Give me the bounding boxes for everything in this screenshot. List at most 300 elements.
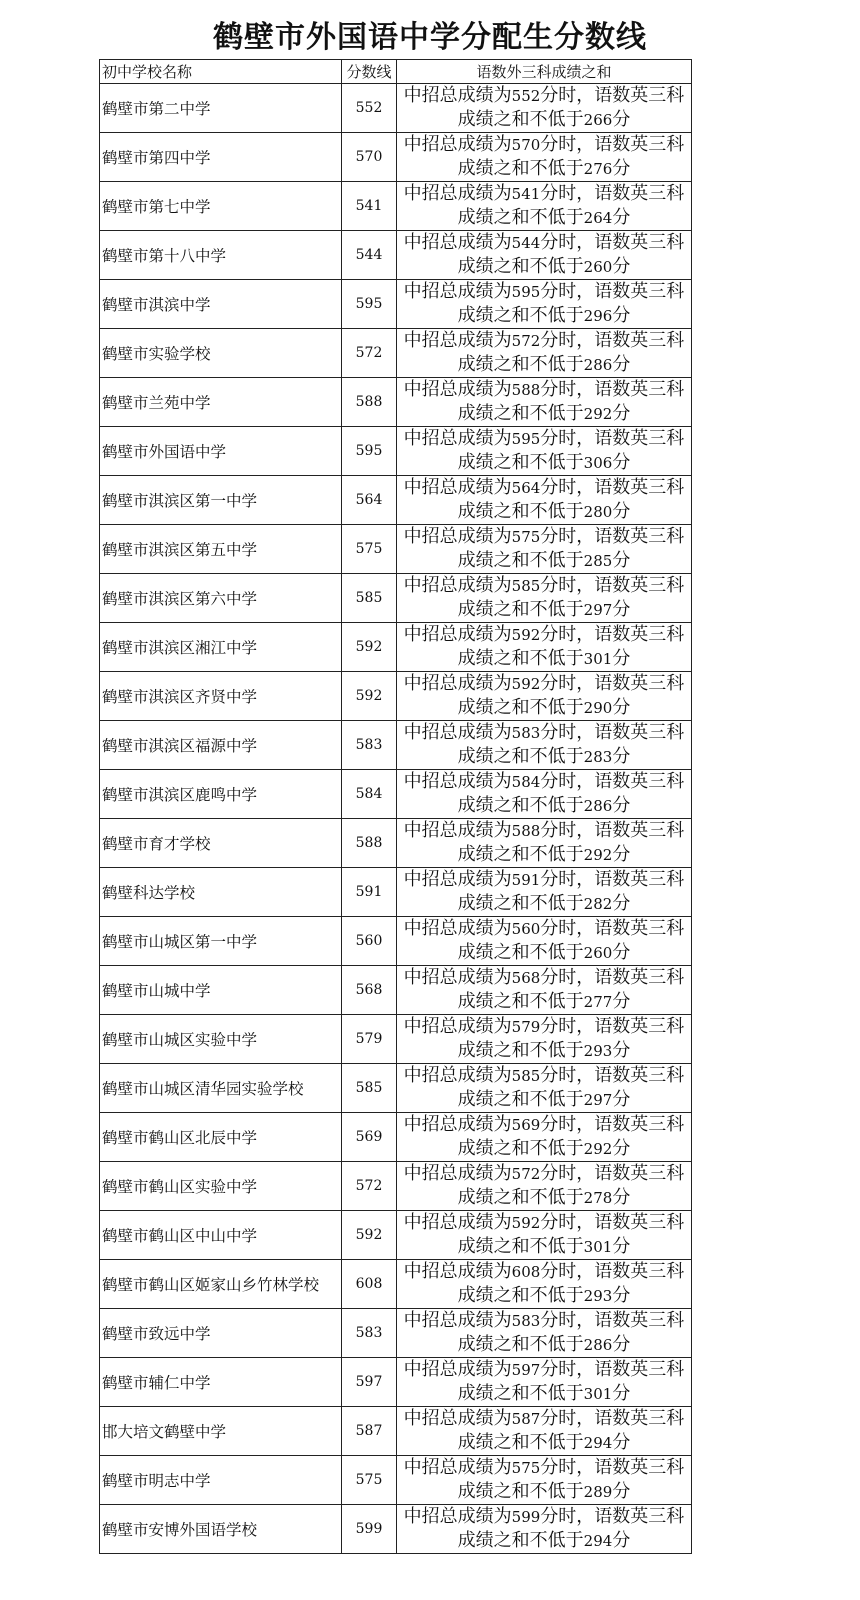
table-row xyxy=(100,1260,692,1309)
requirement-min-sum: 277 xyxy=(583,993,613,1011)
requirement-cell xyxy=(397,231,692,280)
requirement-middle: 分时，语数英三科成绩之和不低于 xyxy=(457,428,685,473)
requirement-prefix: 中招总成绩为 xyxy=(403,1457,512,1478)
requirement-middle: 分时，语数英三科成绩之和不低于 xyxy=(457,967,685,1012)
requirement-cell xyxy=(397,770,692,819)
table-row xyxy=(100,1162,692,1211)
requirement-middle: 分时，语数英三科成绩之和不低于 xyxy=(457,624,685,669)
requirement-suffix: 分 xyxy=(612,599,631,620)
requirement-prefix: 中招总成绩为 xyxy=(403,1359,512,1380)
score-cell: 560 xyxy=(342,917,397,966)
requirement-total-score: 591 xyxy=(511,871,541,889)
requirement-cell xyxy=(397,574,692,623)
requirement-cell xyxy=(397,427,692,476)
school-name-cell: 鹤壁市安博外国语学校 xyxy=(100,1505,342,1554)
requirement-suffix: 分 xyxy=(612,354,631,375)
table-row xyxy=(100,819,692,868)
requirement-prefix: 中招总成绩为 xyxy=(403,575,512,596)
requirement-min-sum: 292 xyxy=(583,1140,613,1158)
requirement-text xyxy=(400,1162,688,1210)
page-title: 鹤壁市外国语中学分配生分数线 xyxy=(213,20,647,55)
score-cell: 541 xyxy=(342,182,397,231)
requirement-cell xyxy=(397,1064,692,1113)
requirement-suffix: 分 xyxy=(612,305,631,326)
requirement-min-sum: 289 xyxy=(583,1483,613,1501)
requirement-total-score: 583 xyxy=(511,1312,541,1330)
header-row xyxy=(100,60,692,84)
requirement-prefix: 中招总成绩为 xyxy=(403,1212,512,1233)
requirement-total-score: 585 xyxy=(511,577,541,595)
requirement-suffix: 分 xyxy=(612,550,631,571)
requirement-prefix: 中招总成绩为 xyxy=(403,428,512,449)
requirement-middle: 分时，语数英三科成绩之和不低于 xyxy=(457,232,685,277)
requirement-cell xyxy=(397,1309,692,1358)
requirement-suffix: 分 xyxy=(612,942,631,963)
requirement-text xyxy=(400,917,688,965)
requirement-middle: 分时，语数英三科成绩之和不低于 xyxy=(457,722,685,767)
school-name-cell: 鹤壁市淇滨区福源中学 xyxy=(100,721,342,770)
requirement-min-sum: 290 xyxy=(583,699,613,717)
school-name-cell: 鹤壁市淇滨区第五中学 xyxy=(100,525,342,574)
requirement-text xyxy=(400,966,688,1014)
score-cell: 575 xyxy=(342,525,397,574)
requirement-min-sum: 294 xyxy=(583,1434,613,1452)
requirement-min-sum: 293 xyxy=(583,1287,613,1305)
requirement-middle: 分时，语数英三科成绩之和不低于 xyxy=(457,918,685,963)
requirement-text xyxy=(400,672,688,720)
requirement-prefix: 中招总成绩为 xyxy=(403,526,512,547)
school-name-cell: 鹤壁市鹤山区北辰中学 xyxy=(100,1113,342,1162)
school-name-cell: 鹤壁市山城区第一中学 xyxy=(100,917,342,966)
requirement-prefix: 中招总成绩为 xyxy=(403,624,512,645)
school-name-cell: 鹤壁市第二中学 xyxy=(100,84,342,133)
requirement-middle: 分时，语数英三科成绩之和不低于 xyxy=(457,526,685,571)
requirement-min-sum: 278 xyxy=(583,1189,613,1207)
score-cell: 585 xyxy=(342,574,397,623)
score-cell: 592 xyxy=(342,1211,397,1260)
school-name-cell: 鹤壁市外国语中学 xyxy=(100,427,342,476)
requirement-suffix: 分 xyxy=(612,1334,631,1355)
score-cell: 583 xyxy=(342,721,397,770)
requirement-suffix: 分 xyxy=(612,746,631,767)
requirement-text xyxy=(400,1505,688,1553)
requirement-cell xyxy=(397,1358,692,1407)
requirement-min-sum: 297 xyxy=(583,1091,613,1109)
requirement-min-sum: 301 xyxy=(583,1238,613,1256)
requirement-prefix: 中招总成绩为 xyxy=(403,722,512,743)
requirement-middle: 分时，语数英三科成绩之和不低于 xyxy=(457,379,685,424)
requirement-total-score: 564 xyxy=(511,479,541,497)
requirement-total-score: 572 xyxy=(511,1165,541,1183)
requirement-total-score: 575 xyxy=(511,528,541,546)
requirement-middle: 分时，语数英三科成绩之和不低于 xyxy=(457,1261,685,1306)
requirement-prefix: 中招总成绩为 xyxy=(403,281,512,302)
requirement-prefix: 中招总成绩为 xyxy=(403,1261,512,1282)
requirement-prefix: 中招总成绩为 xyxy=(403,820,512,841)
requirement-cell xyxy=(397,1211,692,1260)
requirement-middle: 分时，语数英三科成绩之和不低于 xyxy=(457,1212,685,1257)
table-row xyxy=(100,1407,692,1456)
requirement-prefix: 中招总成绩为 xyxy=(403,918,512,939)
school-name-cell: 鹤壁市鹤山区姬家山乡竹林学校 xyxy=(100,1260,342,1309)
school-name-cell: 鹤壁科达学校 xyxy=(100,868,342,917)
requirement-min-sum: 296 xyxy=(583,307,613,325)
school-name-cell: 邯大培文鹤壁中学 xyxy=(100,1407,342,1456)
table-row xyxy=(100,84,692,133)
requirement-min-sum: 280 xyxy=(583,503,613,521)
requirement-suffix: 分 xyxy=(612,1530,631,1551)
requirement-suffix: 分 xyxy=(612,1138,631,1159)
requirement-middle: 分时，语数英三科成绩之和不低于 xyxy=(457,477,685,522)
requirement-text xyxy=(400,182,688,230)
requirement-total-score: 570 xyxy=(511,136,541,154)
requirement-cell xyxy=(397,378,692,427)
requirement-text xyxy=(400,770,688,818)
requirement-text xyxy=(400,868,688,916)
requirement-text xyxy=(400,1113,688,1161)
score-cell: 544 xyxy=(342,231,397,280)
requirement-middle: 分时，语数英三科成绩之和不低于 xyxy=(457,1310,685,1355)
requirement-middle: 分时，语数英三科成绩之和不低于 xyxy=(457,1065,685,1110)
requirement-prefix: 中招总成绩为 xyxy=(403,1506,512,1527)
requirement-text xyxy=(400,133,688,181)
school-name-cell: 鹤壁市实验学校 xyxy=(100,329,342,378)
requirement-prefix: 中招总成绩为 xyxy=(403,771,512,792)
requirement-prefix: 中招总成绩为 xyxy=(403,1310,512,1331)
table-row xyxy=(100,623,692,672)
requirement-total-score: 599 xyxy=(511,1508,541,1526)
requirement-middle: 分时，语数英三科成绩之和不低于 xyxy=(457,1457,685,1502)
score-cell: 591 xyxy=(342,868,397,917)
requirement-min-sum: 276 xyxy=(583,160,613,178)
table-row xyxy=(100,721,692,770)
requirement-suffix: 分 xyxy=(612,501,631,522)
score-cell: 599 xyxy=(342,1505,397,1554)
requirement-prefix: 中招总成绩为 xyxy=(403,232,512,253)
requirement-min-sum: 292 xyxy=(583,405,613,423)
requirement-total-score: 588 xyxy=(511,381,541,399)
requirement-min-sum: 293 xyxy=(583,1042,613,1060)
requirement-suffix: 分 xyxy=(612,207,631,228)
requirement-total-score: 552 xyxy=(511,87,541,105)
score-cell: 569 xyxy=(342,1113,397,1162)
requirement-min-sum: 286 xyxy=(583,1336,613,1354)
score-table xyxy=(99,59,692,1554)
score-cell: 552 xyxy=(342,84,397,133)
requirement-prefix: 中招总成绩为 xyxy=(403,477,512,498)
table-row xyxy=(100,182,692,231)
requirement-total-score: 575 xyxy=(511,1459,541,1477)
school-name-cell: 鹤壁市淇滨中学 xyxy=(100,280,342,329)
school-name-cell: 鹤壁市第四中学 xyxy=(100,133,342,182)
requirement-middle: 分时，语数英三科成绩之和不低于 xyxy=(457,85,685,130)
requirement-suffix: 分 xyxy=(612,844,631,865)
requirement-text xyxy=(400,525,688,573)
score-cell: 587 xyxy=(342,1407,397,1456)
requirement-suffix: 分 xyxy=(612,109,631,130)
requirement-text xyxy=(400,1407,688,1455)
requirement-total-score: 595 xyxy=(511,430,541,448)
requirement-total-score: 568 xyxy=(511,969,541,987)
score-cell: 568 xyxy=(342,966,397,1015)
requirement-middle: 分时，语数英三科成绩之和不低于 xyxy=(457,183,685,228)
score-cell: 570 xyxy=(342,133,397,182)
score-cell: 572 xyxy=(342,329,397,378)
requirement-suffix: 分 xyxy=(612,1285,631,1306)
requirement-middle: 分时，语数英三科成绩之和不低于 xyxy=(457,771,685,816)
requirement-prefix: 中招总成绩为 xyxy=(403,1016,512,1037)
school-name-cell: 鹤壁市鹤山区中山中学 xyxy=(100,1211,342,1260)
requirement-middle: 分时，语数英三科成绩之和不低于 xyxy=(457,1163,685,1208)
requirement-text xyxy=(400,231,688,279)
score-cell: 584 xyxy=(342,770,397,819)
requirement-prefix: 中招总成绩为 xyxy=(403,85,512,106)
table-row xyxy=(100,1211,692,1260)
requirement-cell xyxy=(397,917,692,966)
table-row xyxy=(100,133,692,182)
requirement-prefix: 中招总成绩为 xyxy=(403,1065,512,1086)
requirement-cell xyxy=(397,721,692,770)
requirement-text xyxy=(400,1211,688,1259)
school-name-cell: 鹤壁市辅仁中学 xyxy=(100,1358,342,1407)
school-name-cell: 鹤壁市淇滨区第一中学 xyxy=(100,476,342,525)
requirement-middle: 分时，语数英三科成绩之和不低于 xyxy=(457,1114,685,1159)
requirement-suffix: 分 xyxy=(612,795,631,816)
score-cell: 592 xyxy=(342,623,397,672)
requirement-middle: 分时，语数英三科成绩之和不低于 xyxy=(457,1016,685,1061)
school-name-cell: 鹤壁市淇滨区鹿鸣中学 xyxy=(100,770,342,819)
table-header xyxy=(100,60,692,84)
table-row xyxy=(100,574,692,623)
requirement-text xyxy=(400,1456,688,1504)
school-name-cell: 鹤壁市山城区实验中学 xyxy=(100,1015,342,1064)
requirement-text xyxy=(400,1064,688,1112)
score-cell: 579 xyxy=(342,1015,397,1064)
requirement-middle: 分时，语数英三科成绩之和不低于 xyxy=(457,575,685,620)
requirement-prefix: 中招总成绩为 xyxy=(403,379,512,400)
table-row xyxy=(100,966,692,1015)
requirement-suffix: 分 xyxy=(612,1481,631,1502)
requirement-text xyxy=(400,329,688,377)
requirement-total-score: 541 xyxy=(511,185,541,203)
requirement-cell xyxy=(397,623,692,672)
requirement-text xyxy=(400,1015,688,1063)
requirement-middle: 分时，语数英三科成绩之和不低于 xyxy=(457,281,685,326)
requirement-cell xyxy=(397,84,692,133)
requirement-cell xyxy=(397,672,692,721)
requirement-suffix: 分 xyxy=(612,452,631,473)
requirement-cell xyxy=(397,1407,692,1456)
score-cell: 588 xyxy=(342,378,397,427)
requirement-min-sum: 306 xyxy=(583,454,613,472)
requirement-total-score: 569 xyxy=(511,1116,541,1134)
requirement-total-score: 560 xyxy=(511,920,541,938)
requirement-middle: 分时，语数英三科成绩之和不低于 xyxy=(457,673,685,718)
requirement-prefix: 中招总成绩为 xyxy=(403,1408,512,1429)
requirement-min-sum: 285 xyxy=(583,552,613,570)
requirement-min-sum: 294 xyxy=(583,1532,613,1550)
requirement-cell xyxy=(397,819,692,868)
requirement-text xyxy=(400,721,688,769)
requirement-cell xyxy=(397,1260,692,1309)
requirement-cell xyxy=(397,182,692,231)
requirement-total-score: 592 xyxy=(511,675,541,693)
requirement-min-sum: 260 xyxy=(583,944,613,962)
requirement-middle: 分时，语数英三科成绩之和不低于 xyxy=(457,820,685,865)
table-row xyxy=(100,329,692,378)
requirement-cell xyxy=(397,1015,692,1064)
requirement-text xyxy=(400,1309,688,1357)
requirement-middle: 分时，语数英三科成绩之和不低于 xyxy=(457,1408,685,1453)
requirement-cell xyxy=(397,1505,692,1554)
requirement-cell xyxy=(397,329,692,378)
requirement-cell xyxy=(397,525,692,574)
requirement-suffix: 分 xyxy=(612,1236,631,1257)
requirement-cell xyxy=(397,868,692,917)
requirement-prefix: 中招总成绩为 xyxy=(403,1163,512,1184)
requirement-min-sum: 297 xyxy=(583,601,613,619)
table-row xyxy=(100,1456,692,1505)
school-name-cell: 鹤壁市淇滨区齐贤中学 xyxy=(100,672,342,721)
requirement-total-score: 585 xyxy=(511,1067,541,1085)
requirement-suffix: 分 xyxy=(612,1040,631,1061)
requirement-total-score: 544 xyxy=(511,234,541,252)
school-name-cell: 鹤壁市致远中学 xyxy=(100,1309,342,1358)
requirement-min-sum: 286 xyxy=(583,797,613,815)
requirement-total-score: 595 xyxy=(511,283,541,301)
score-cell: 564 xyxy=(342,476,397,525)
requirement-min-sum: 301 xyxy=(583,1385,613,1403)
table-row xyxy=(100,1064,692,1113)
requirement-min-sum: 286 xyxy=(583,356,613,374)
requirement-suffix: 分 xyxy=(612,697,631,718)
requirement-suffix: 分 xyxy=(612,256,631,277)
requirement-total-score: 592 xyxy=(511,1214,541,1232)
requirement-middle: 分时，语数英三科成绩之和不低于 xyxy=(457,869,685,914)
requirement-cell xyxy=(397,280,692,329)
requirement-text xyxy=(400,427,688,475)
requirement-suffix: 分 xyxy=(612,158,631,179)
requirement-prefix: 中招总成绩为 xyxy=(403,183,512,204)
requirement-suffix: 分 xyxy=(612,893,631,914)
requirement-middle: 分时，语数英三科成绩之和不低于 xyxy=(457,330,685,375)
table-row xyxy=(100,280,692,329)
table-row xyxy=(100,476,692,525)
table-row xyxy=(100,672,692,721)
score-cell: 595 xyxy=(342,280,397,329)
requirement-cell xyxy=(397,133,692,182)
table-row xyxy=(100,1358,692,1407)
school-name-cell: 鹤壁市淇滨区第六中学 xyxy=(100,574,342,623)
score-cell: 608 xyxy=(342,1260,397,1309)
requirement-prefix: 中招总成绩为 xyxy=(403,134,512,155)
requirement-prefix: 中招总成绩为 xyxy=(403,1114,512,1135)
requirement-text xyxy=(400,378,688,426)
requirement-prefix: 中招总成绩为 xyxy=(403,869,512,890)
requirement-cell xyxy=(397,1162,692,1211)
requirement-text xyxy=(400,84,688,132)
requirement-total-score: 587 xyxy=(511,1410,541,1428)
requirement-total-score: 579 xyxy=(511,1018,541,1036)
requirement-middle: 分时，语数英三科成绩之和不低于 xyxy=(457,134,685,179)
table-row xyxy=(100,770,692,819)
school-name-cell: 鹤壁市兰苑中学 xyxy=(100,378,342,427)
requirement-suffix: 分 xyxy=(612,1383,631,1404)
score-cell: 572 xyxy=(342,1162,397,1211)
requirement-suffix: 分 xyxy=(612,648,631,669)
requirement-cell xyxy=(397,1456,692,1505)
requirement-min-sum: 301 xyxy=(583,650,613,668)
requirement-text xyxy=(400,1358,688,1406)
school-name-cell: 鹤壁市育才学校 xyxy=(100,819,342,868)
requirement-total-score: 608 xyxy=(511,1263,541,1281)
table-row xyxy=(100,378,692,427)
requirement-min-sum: 260 xyxy=(583,258,613,276)
table-row xyxy=(100,1113,692,1162)
column-header-requirement: 语数外三科成绩之和 xyxy=(397,60,692,84)
table-row xyxy=(100,231,692,280)
score-cell: 592 xyxy=(342,672,397,721)
school-name-cell: 鹤壁市第七中学 xyxy=(100,182,342,231)
table-row xyxy=(100,525,692,574)
requirement-suffix: 分 xyxy=(612,991,631,1012)
requirement-text xyxy=(400,623,688,671)
requirement-suffix: 分 xyxy=(612,1089,631,1110)
requirement-suffix: 分 xyxy=(612,1187,631,1208)
requirement-middle: 分时，语数英三科成绩之和不低于 xyxy=(457,1359,685,1404)
requirement-total-score: 572 xyxy=(511,332,541,350)
school-name-cell: 鹤壁市第十八中学 xyxy=(100,231,342,280)
school-name-cell: 鹤壁市淇滨区湘江中学 xyxy=(100,623,342,672)
requirement-min-sum: 266 xyxy=(583,111,613,129)
score-cell: 595 xyxy=(342,427,397,476)
score-cell: 597 xyxy=(342,1358,397,1407)
requirement-cell xyxy=(397,476,692,525)
table-row xyxy=(100,917,692,966)
requirement-min-sum: 264 xyxy=(583,209,613,227)
school-name-cell: 鹤壁市鹤山区实验中学 xyxy=(100,1162,342,1211)
table-row xyxy=(100,1505,692,1554)
requirement-text xyxy=(400,819,688,867)
school-name-cell: 鹤壁市明志中学 xyxy=(100,1456,342,1505)
requirement-suffix: 分 xyxy=(612,403,631,424)
school-name-cell: 鹤壁市山城区清华园实验学校 xyxy=(100,1064,342,1113)
requirement-prefix: 中招总成绩为 xyxy=(403,967,512,988)
table-row xyxy=(100,427,692,476)
column-header-score: 分数线 xyxy=(342,60,397,84)
requirement-suffix: 分 xyxy=(612,1432,631,1453)
requirement-total-score: 584 xyxy=(511,773,541,791)
requirement-total-score: 583 xyxy=(511,724,541,742)
requirement-min-sum: 292 xyxy=(583,846,613,864)
requirement-middle: 分时，语数英三科成绩之和不低于 xyxy=(457,1506,685,1551)
score-cell: 588 xyxy=(342,819,397,868)
school-name-cell: 鹤壁市山城中学 xyxy=(100,966,342,1015)
requirement-min-sum: 283 xyxy=(583,748,613,766)
requirement-total-score: 597 xyxy=(511,1361,541,1379)
requirement-total-score: 592 xyxy=(511,626,541,644)
table-row xyxy=(100,1309,692,1358)
requirement-total-score: 588 xyxy=(511,822,541,840)
requirement-cell xyxy=(397,1113,692,1162)
table-row xyxy=(100,1015,692,1064)
score-cell: 583 xyxy=(342,1309,397,1358)
requirement-text xyxy=(400,476,688,524)
requirement-cell xyxy=(397,966,692,1015)
requirement-min-sum: 282 xyxy=(583,895,613,913)
table-body xyxy=(100,84,692,1554)
requirement-text xyxy=(400,1260,688,1308)
